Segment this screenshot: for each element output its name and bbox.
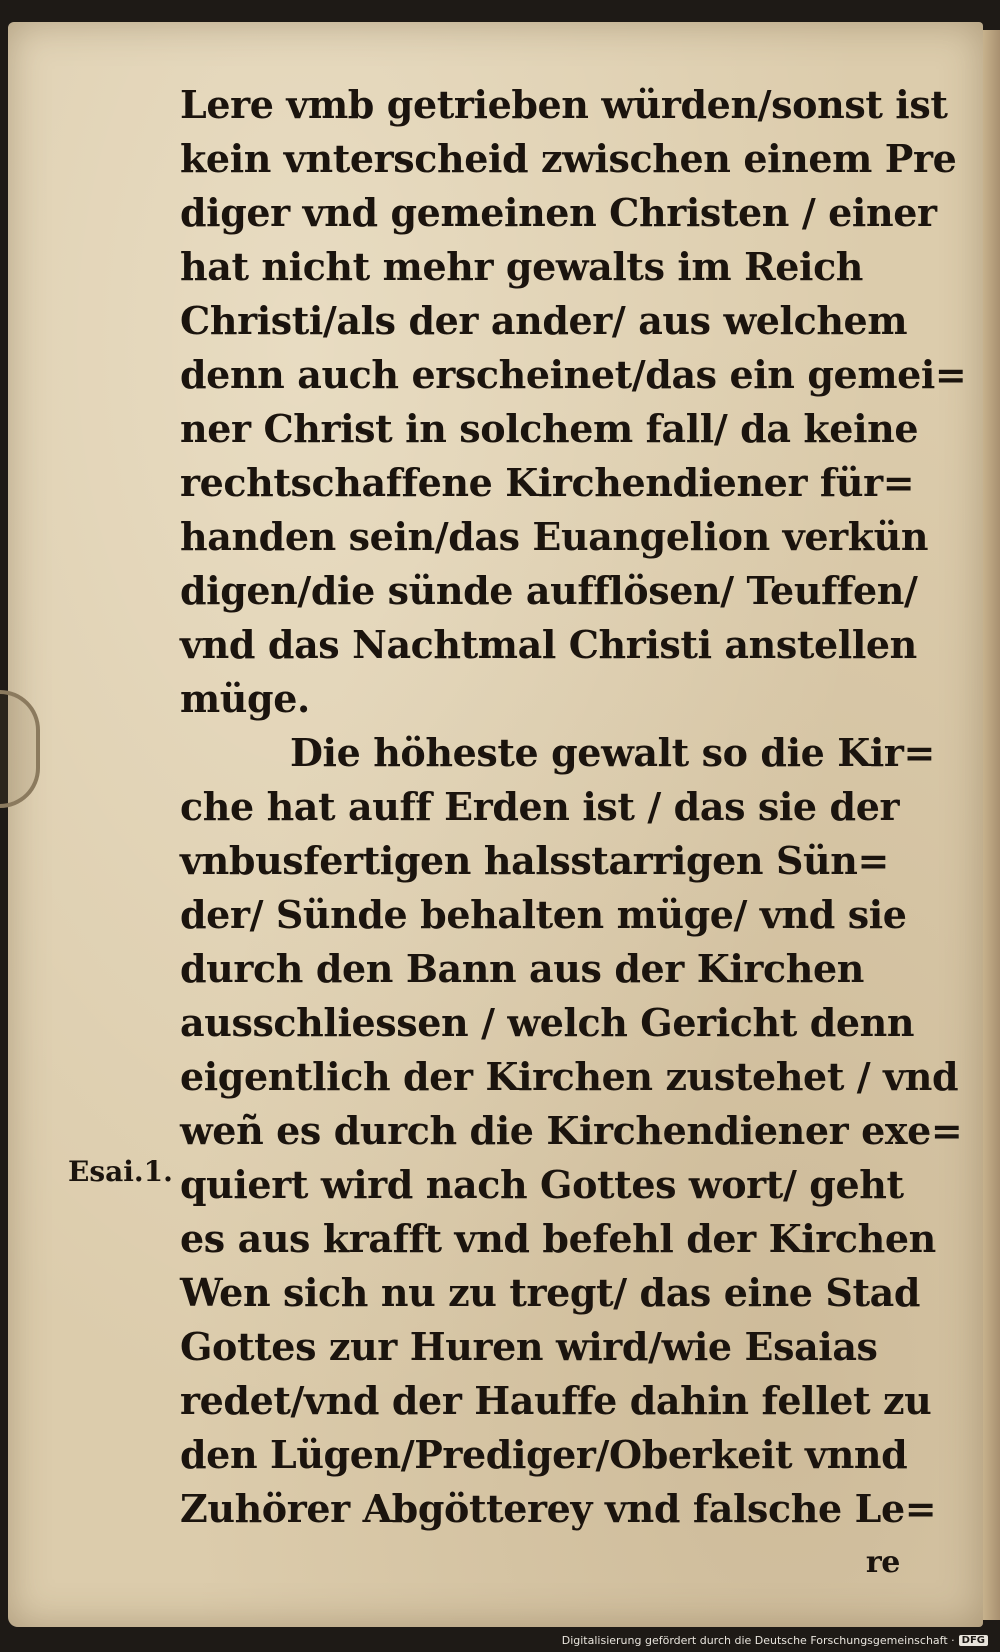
text-line: müge. [180, 676, 310, 721]
body-text [180, 78, 967, 1590]
digitization-credit [562, 1630, 988, 1650]
text-line: Gottes zur Huren wird/wie Esaias [180, 1324, 878, 1369]
text-line: denn auch erscheinet/das ein gemei= [180, 352, 967, 397]
paragraph-start-line: Die höheste gewalt so die Kir= [290, 730, 935, 775]
catchword: re [865, 1545, 900, 1580]
credit-text: Digitalisierung gefördert durch die Deutsche Forschungsgemeinschaft · [561, 1633, 955, 1647]
text-line: Lere vmb getrieben würden/sonst ist [180, 82, 948, 127]
text-line: der/ Sünde behalten müge/ vnd sie [180, 892, 907, 937]
text-line: hat nicht mehr gewalts im Reich [180, 244, 864, 289]
text-line: weñ es durch die Kirchendiener exe= [180, 1108, 963, 1153]
text-line: durch den Bann aus der Kirchen [180, 946, 864, 991]
text-line: es aus krafft vnd befehl der Kirchen [180, 1216, 936, 1261]
text-line: handen sein/das Euangelion verkün [180, 514, 929, 559]
text-line: quiert wird nach Gottes wort/ geht [180, 1162, 904, 1207]
text-line: ner Christ in solchem fall/ da keine [180, 406, 919, 451]
text-line: kein vnterscheid zwischen einem Pre [180, 136, 957, 181]
text-line: rechtschaffene Kirchendiener für= [180, 460, 915, 505]
marginal-note: Esai.1. [68, 1155, 173, 1188]
text-line: vnbusfertigen halsstarrigen Sün= [180, 838, 889, 883]
text-line: Zuhörer Abgötterey vnd falsche Le= [180, 1486, 937, 1531]
text-line: eigentlich der Kirchen zustehet / vnd [180, 1054, 959, 1099]
text-line: diger vnd gemeinen Christen / einer [180, 190, 937, 235]
text-line: vnd das Nachtmal Christi anstellen [180, 622, 917, 667]
text-line: Christi/als der ander/ aus welchem [180, 298, 908, 343]
text-line: redet/vnd der Hauffe dahin fellet zu [180, 1378, 932, 1423]
text-line: digen/die sünde aufflösen/ Teuffen/ [180, 568, 918, 613]
text-line: Wen sich nu zu tregt/ das eine Stad [180, 1270, 920, 1315]
text-line: den Lügen/Prediger/Oberkeit vnnd [180, 1432, 908, 1477]
text-line: ausschliessen / welch Gericht denn [180, 1000, 915, 1045]
dfg-logo: DFG [959, 1635, 988, 1646]
text-line: che hat auff Erden ist / das sie der [180, 784, 900, 829]
